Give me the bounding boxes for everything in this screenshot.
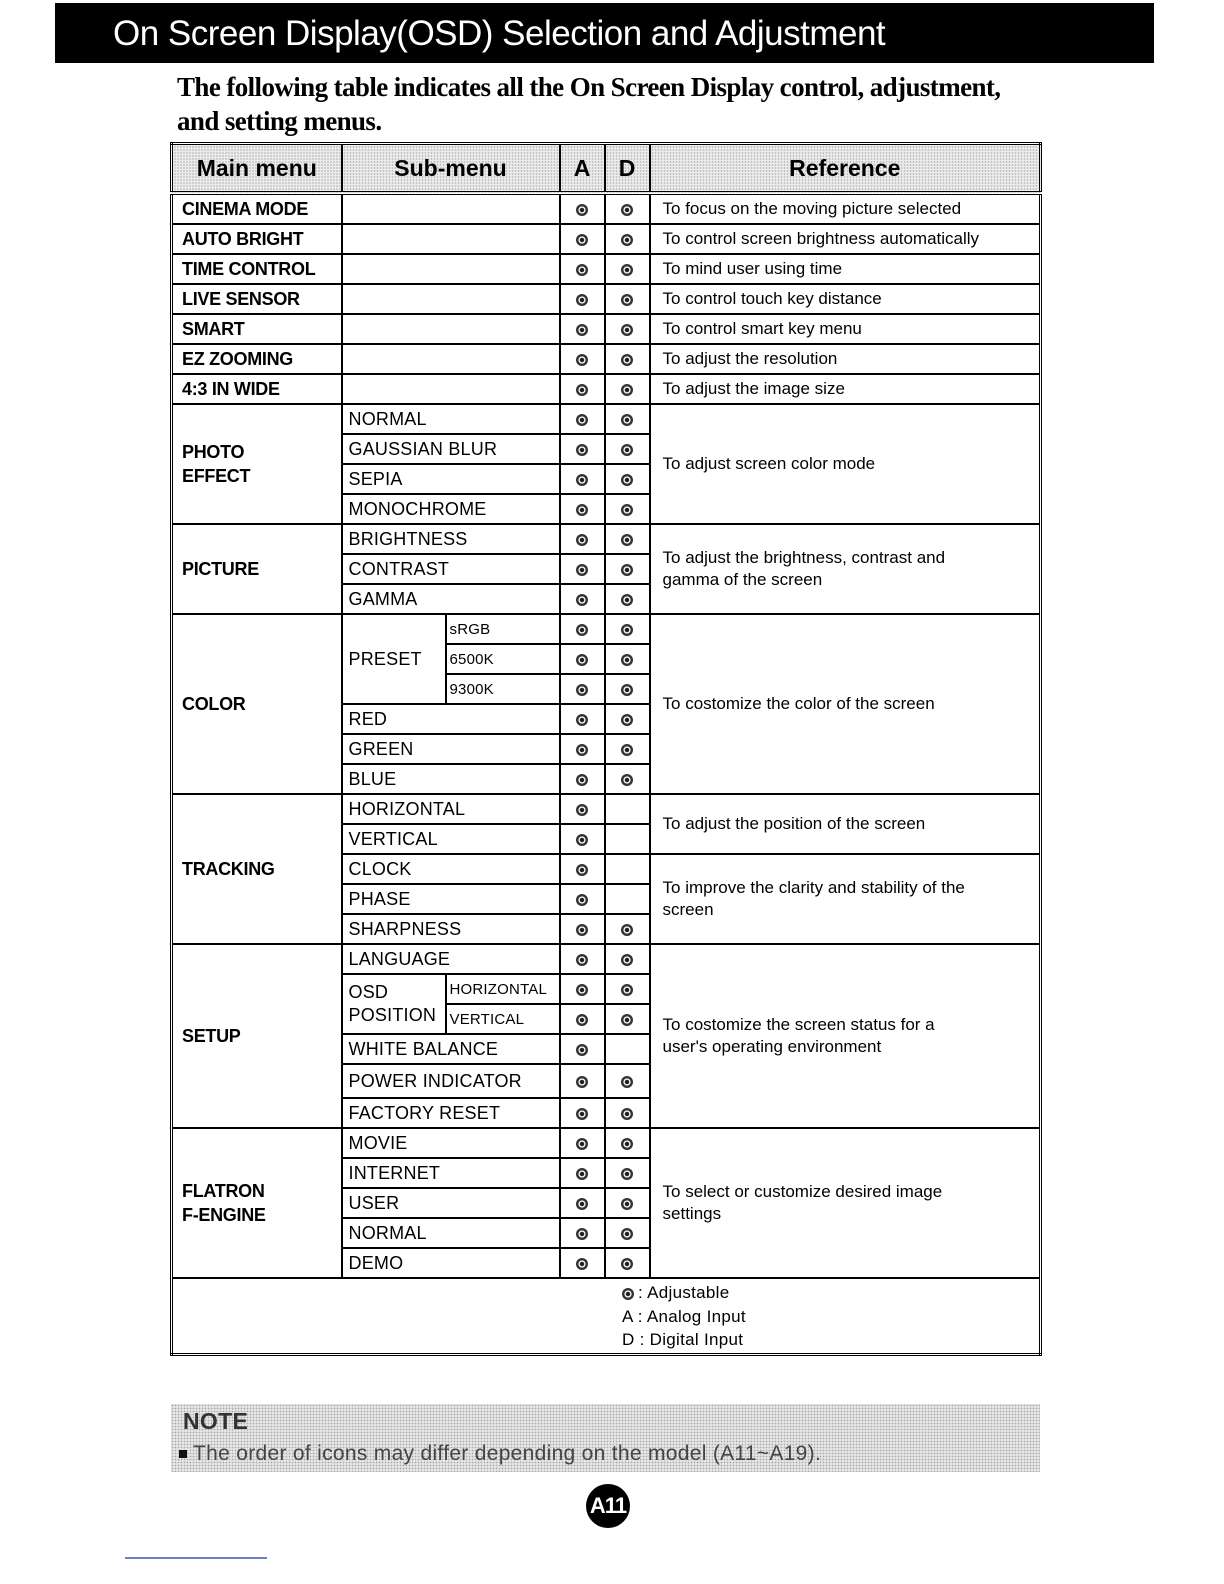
adjustable-icon <box>576 1108 588 1120</box>
main-menu-smart: SMART <box>172 314 342 344</box>
reference-flatron-line-2: settings <box>662 1204 722 1223</box>
sub-menu-internet: INTERNET <box>342 1158 560 1188</box>
legend <box>622 1279 1039 1352</box>
mark-a <box>560 1064 605 1098</box>
mark-d <box>605 554 650 584</box>
adjustable-icon <box>576 294 588 306</box>
main-menu-live-sensor: LIVE SENSOR <box>172 284 342 314</box>
adjustable-icon <box>621 654 633 666</box>
mark-d <box>605 1098 650 1128</box>
reference-setup-line-2: user's operating environment <box>662 1037 882 1056</box>
legend-analog: A : Analog Input <box>622 1306 746 1326</box>
reference-picture <box>650 524 1041 614</box>
mark-d <box>605 224 650 254</box>
adjustable-icon <box>621 1014 633 1026</box>
main-menu-flatron-f-engine <box>172 1128 342 1278</box>
adjustable-icon <box>576 1228 588 1240</box>
mark-d <box>605 254 650 284</box>
main-menu-tracking: TRACKING <box>172 794 342 944</box>
reference-setup <box>650 944 1041 1128</box>
table-row <box>172 193 1041 224</box>
reference-color: To costomize the color of the screen <box>650 614 1041 794</box>
mark-d <box>605 584 650 614</box>
flatron-line-1: FLATRON <box>182 1181 265 1201</box>
sub-menu-power-indicator: POWER INDICATOR <box>342 1064 560 1098</box>
adjustable-icon <box>576 624 588 636</box>
adjustable-icon <box>576 894 588 906</box>
adjustable-icon <box>621 744 633 756</box>
adjustable-icon <box>621 354 633 366</box>
sub-menu-phase: PHASE <box>342 884 560 914</box>
adjustable-icon <box>576 924 588 936</box>
legend-digital: D : Digital Input <box>622 1330 744 1349</box>
reference-flatron <box>650 1128 1041 1278</box>
adjustable-icon <box>621 324 633 336</box>
mark-a <box>560 1218 605 1248</box>
adjustable-icon <box>576 264 588 276</box>
mark-a <box>560 1158 605 1188</box>
table-row <box>172 944 1041 974</box>
sub-menu-sharpness: SHARPNESS <box>342 914 560 944</box>
adjustable-icon <box>576 1138 588 1150</box>
adjustable-icon <box>622 1288 634 1300</box>
adjustable-icon <box>621 714 633 726</box>
adjustable-icon <box>576 384 588 396</box>
mark-d <box>605 914 650 944</box>
sub-menu-horizontal: HORIZONTAL <box>342 794 560 824</box>
reference-tracking-line-1: To improve the clarity and stability of the <box>662 878 965 897</box>
mark-a <box>560 1034 605 1064</box>
adjustable-icon <box>576 1014 588 1026</box>
mark-a <box>560 404 605 434</box>
note-title: NOTE <box>183 1408 249 1434</box>
adjustable-icon <box>576 594 588 606</box>
reference-time-control: To mind user using time <box>650 254 1041 284</box>
mark-d <box>605 644 650 674</box>
reference-tracking-position: To adjust the position of the screen <box>650 794 1041 854</box>
header-analog: A <box>560 144 605 194</box>
mark-a <box>560 614 605 644</box>
adjustable-icon <box>621 204 633 216</box>
reference-setup-line-1: To costomize the screen status for a <box>662 1015 935 1034</box>
mark-a <box>560 1188 605 1218</box>
mark-a <box>560 524 605 554</box>
sub-menu-preset: PRESET <box>342 614 446 704</box>
osd-line-1: OSD <box>348 982 389 1002</box>
osd-vertical: VERTICAL <box>446 1004 560 1034</box>
sub-menu-empty <box>342 224 560 254</box>
main-menu-picture: PICTURE <box>172 524 342 614</box>
adjustable-icon <box>576 354 588 366</box>
photo-effect-line-2: EFFECT <box>182 466 251 486</box>
adjustable-icon <box>576 654 588 666</box>
adjustable-icon <box>576 744 588 756</box>
sub-menu-sepia: SEPIA <box>342 464 560 494</box>
bullet-icon <box>179 1450 187 1458</box>
adjustable-icon <box>576 834 588 846</box>
adjustable-icon <box>576 1258 588 1270</box>
mark-d <box>605 764 650 794</box>
adjustable-icon <box>621 534 633 546</box>
adjustable-icon <box>576 474 588 486</box>
mark-a <box>560 284 605 314</box>
mark-a <box>560 1128 605 1158</box>
adjustable-icon <box>621 414 633 426</box>
main-menu-color: COLOR <box>172 614 342 794</box>
mark-a <box>560 494 605 524</box>
sub-menu-empty <box>342 254 560 284</box>
note-text: The order of icons may differ depending on the model (A11~A19). <box>193 1442 822 1465</box>
mark-d <box>605 974 650 1004</box>
header-reference: Reference <box>650 144 1041 194</box>
preset-srgb: sRGB <box>446 614 560 644</box>
mark-a <box>560 734 605 764</box>
header-sub-menu: Sub-menu <box>342 144 560 194</box>
header-digital: D <box>605 144 650 194</box>
mark-d <box>605 284 650 314</box>
main-menu-4-3-in-wide: 4:3 IN WIDE <box>172 374 342 404</box>
mark-d <box>605 314 650 344</box>
adjustable-icon <box>576 774 588 786</box>
sub-menu-contrast: CONTRAST <box>342 554 560 584</box>
mark-a <box>560 1098 605 1128</box>
table-row <box>172 524 1041 554</box>
mark-a <box>560 344 605 374</box>
main-menu-photo-effect <box>172 404 342 524</box>
mark-d <box>605 1188 650 1218</box>
sub-menu-vertical: VERTICAL <box>342 824 560 854</box>
note-box <box>171 1404 1040 1472</box>
reference-picture-line-2: gamma of the screen <box>662 570 823 589</box>
sub-menu-gaussian-blur: GAUSSIAN BLUR <box>342 434 560 464</box>
sub-menu-normal-flatron: NORMAL <box>342 1218 560 1248</box>
adjustable-icon <box>621 294 633 306</box>
mark-d <box>605 1218 650 1248</box>
adjustable-icon <box>621 984 633 996</box>
sub-menu-user: USER <box>342 1188 560 1218</box>
reference-auto-bright: To control screen brightness automatically <box>650 224 1041 254</box>
mark-d <box>605 1004 650 1034</box>
mark-a <box>560 854 605 884</box>
mark-a <box>560 254 605 284</box>
mark-d <box>605 404 650 434</box>
mark-d <box>605 1248 650 1278</box>
table-row <box>172 1128 1041 1158</box>
sub-menu-empty <box>342 284 560 314</box>
sub-menu-white-balance: WHITE BALANCE <box>342 1034 560 1064</box>
mark-d-empty <box>605 794 650 824</box>
adjustable-icon <box>576 1198 588 1210</box>
adjustable-icon <box>621 234 633 246</box>
table-row <box>172 314 1041 344</box>
legend-adjustable-text: : Adjustable <box>638 1283 730 1302</box>
adjustable-icon <box>621 1258 633 1270</box>
adjustable-icon <box>621 564 633 576</box>
mark-a <box>560 584 605 614</box>
sub-menu-red: RED <box>342 704 560 734</box>
reference-tracking-clarity <box>650 854 1041 944</box>
mark-a <box>560 554 605 584</box>
intro-line-1: The following table indicates all the On Screen Display control, adjustment, <box>177 72 1001 102</box>
mark-a <box>560 434 605 464</box>
adjustable-icon <box>621 1076 633 1088</box>
main-menu-auto-bright: AUTO BRIGHT <box>172 224 342 254</box>
sub-menu-language: LANGUAGE <box>342 944 560 974</box>
mark-a <box>560 704 605 734</box>
note-text-line <box>179 1442 821 1466</box>
adjustable-icon <box>576 324 588 336</box>
adjustable-icon <box>621 1138 633 1150</box>
adjustable-icon <box>576 804 588 816</box>
adjustable-icon <box>576 204 588 216</box>
legend-row <box>172 1278 1041 1355</box>
sub-menu-normal: NORMAL <box>342 404 560 434</box>
adjustable-icon <box>576 414 588 426</box>
table-row <box>172 794 1041 824</box>
mark-a <box>560 1248 605 1278</box>
reference-smart: To control smart key menu <box>650 314 1041 344</box>
reference-ez-zooming: To adjust the resolution <box>650 344 1041 374</box>
reference-picture-line-1: To adjust the brightness, contrast and <box>662 548 946 567</box>
table-row <box>172 254 1041 284</box>
mark-d <box>605 344 650 374</box>
mark-a <box>560 644 605 674</box>
adjustable-icon <box>621 504 633 516</box>
photo-effect-line-1: PHOTO <box>182 442 245 462</box>
reference-photo-effect: To adjust screen color mode <box>650 404 1041 524</box>
adjustable-icon <box>621 594 633 606</box>
sub-menu-gamma: GAMMA <box>342 584 560 614</box>
main-menu-time-control: TIME CONTROL <box>172 254 342 284</box>
mark-a <box>560 824 605 854</box>
adjustable-icon <box>576 864 588 876</box>
reference-4-3-in-wide: To adjust the image size <box>650 374 1041 404</box>
adjustable-icon <box>621 774 633 786</box>
adjustable-icon <box>576 234 588 246</box>
adjustable-icon <box>576 984 588 996</box>
adjustable-icon <box>621 924 633 936</box>
mark-d <box>605 734 650 764</box>
preset-9300k: 9300K <box>446 674 560 704</box>
mark-a <box>560 944 605 974</box>
page-title: On Screen Display(OSD) Selection and Adjustment <box>55 3 1154 63</box>
adjustable-icon <box>576 1076 588 1088</box>
intro-line-2: and setting menus. <box>177 106 382 136</box>
mark-d <box>605 614 650 644</box>
footer-divider <box>125 1557 267 1559</box>
mark-d <box>605 1158 650 1188</box>
sub-menu-osd-position <box>342 974 446 1034</box>
adjustable-icon <box>621 624 633 636</box>
adjustable-icon <box>621 444 633 456</box>
adjustable-icon <box>576 1168 588 1180</box>
mark-a <box>560 464 605 494</box>
table-row <box>172 224 1041 254</box>
adjustable-icon <box>576 564 588 576</box>
adjustable-icon <box>576 444 588 456</box>
adjustable-icon <box>621 384 633 396</box>
osd-horizontal: HORIZONTAL <box>446 974 560 1004</box>
mark-d-empty <box>605 1034 650 1064</box>
mark-d <box>605 434 650 464</box>
adjustable-icon <box>621 264 633 276</box>
main-menu-cinema-mode: CINEMA MODE <box>172 193 342 224</box>
table-header-row <box>172 144 1041 194</box>
page-number-badge: A11 <box>586 1484 630 1528</box>
intro-text <box>177 70 1057 138</box>
mark-d <box>605 944 650 974</box>
reference-tracking-line-2: screen <box>662 900 714 919</box>
mark-a <box>560 374 605 404</box>
sub-menu-empty <box>342 374 560 404</box>
mark-d <box>605 524 650 554</box>
mark-a <box>560 884 605 914</box>
legend-cell <box>172 1278 1041 1355</box>
sub-menu-movie: MOVIE <box>342 1128 560 1158</box>
sub-menu-clock: CLOCK <box>342 854 560 884</box>
osd-line-2: POSITION <box>348 1005 437 1025</box>
reference-flatron-line-1: To select or customize desired image <box>662 1182 943 1201</box>
mark-d <box>605 193 650 224</box>
adjustable-icon <box>621 1228 633 1240</box>
table-row <box>172 344 1041 374</box>
table-row <box>172 404 1041 434</box>
adjustable-icon <box>576 504 588 516</box>
table-row <box>172 374 1041 404</box>
adjustable-icon <box>621 684 633 696</box>
mark-a <box>560 224 605 254</box>
adjustable-icon <box>621 954 633 966</box>
mark-d <box>605 1128 650 1158</box>
main-menu-ez-zooming: EZ ZOOMING <box>172 344 342 374</box>
mark-d-empty <box>605 854 650 884</box>
legend-adjustable <box>622 1281 1039 1305</box>
mark-a <box>560 764 605 794</box>
sub-menu-empty <box>342 314 560 344</box>
mark-d <box>605 1064 650 1098</box>
flatron-line-2: F-ENGINE <box>182 1205 266 1225</box>
mark-a <box>560 974 605 1004</box>
mark-d-empty <box>605 824 650 854</box>
mark-a <box>560 794 605 824</box>
adjustable-icon <box>621 474 633 486</box>
mark-a <box>560 914 605 944</box>
adjustable-icon <box>576 534 588 546</box>
mark-d <box>605 494 650 524</box>
sub-menu-monochrome: MONOCHROME <box>342 494 560 524</box>
preset-6500k: 6500K <box>446 644 560 674</box>
adjustable-icon <box>576 714 588 726</box>
sub-menu-empty <box>342 193 560 224</box>
mark-d <box>605 704 650 734</box>
sub-menu-green: GREEN <box>342 734 560 764</box>
sub-menu-factory-reset: FACTORY RESET <box>342 1098 560 1128</box>
mark-a <box>560 674 605 704</box>
adjustable-icon <box>621 1198 633 1210</box>
mark-d-empty <box>605 884 650 914</box>
mark-d <box>605 464 650 494</box>
osd-menu-table <box>170 142 1042 1356</box>
table-row <box>172 284 1041 314</box>
adjustable-icon <box>576 1044 588 1056</box>
adjustable-icon <box>621 1168 633 1180</box>
sub-menu-demo: DEMO <box>342 1248 560 1278</box>
sub-menu-empty <box>342 344 560 374</box>
mark-d <box>605 674 650 704</box>
mark-a <box>560 193 605 224</box>
mark-a <box>560 314 605 344</box>
sub-menu-blue: BLUE <box>342 764 560 794</box>
mark-a <box>560 1004 605 1034</box>
header-main-menu: Main menu <box>172 144 342 194</box>
table-row <box>172 614 1041 644</box>
reference-live-sensor: To control touch key distance <box>650 284 1041 314</box>
adjustable-icon <box>576 954 588 966</box>
mark-d <box>605 374 650 404</box>
reference-cinema-mode: To focus on the moving picture selected <box>650 193 1041 224</box>
adjustable-icon <box>621 1108 633 1120</box>
sub-menu-brightness: BRIGHTNESS <box>342 524 560 554</box>
main-menu-setup: SETUP <box>172 944 342 1128</box>
adjustable-icon <box>576 684 588 696</box>
